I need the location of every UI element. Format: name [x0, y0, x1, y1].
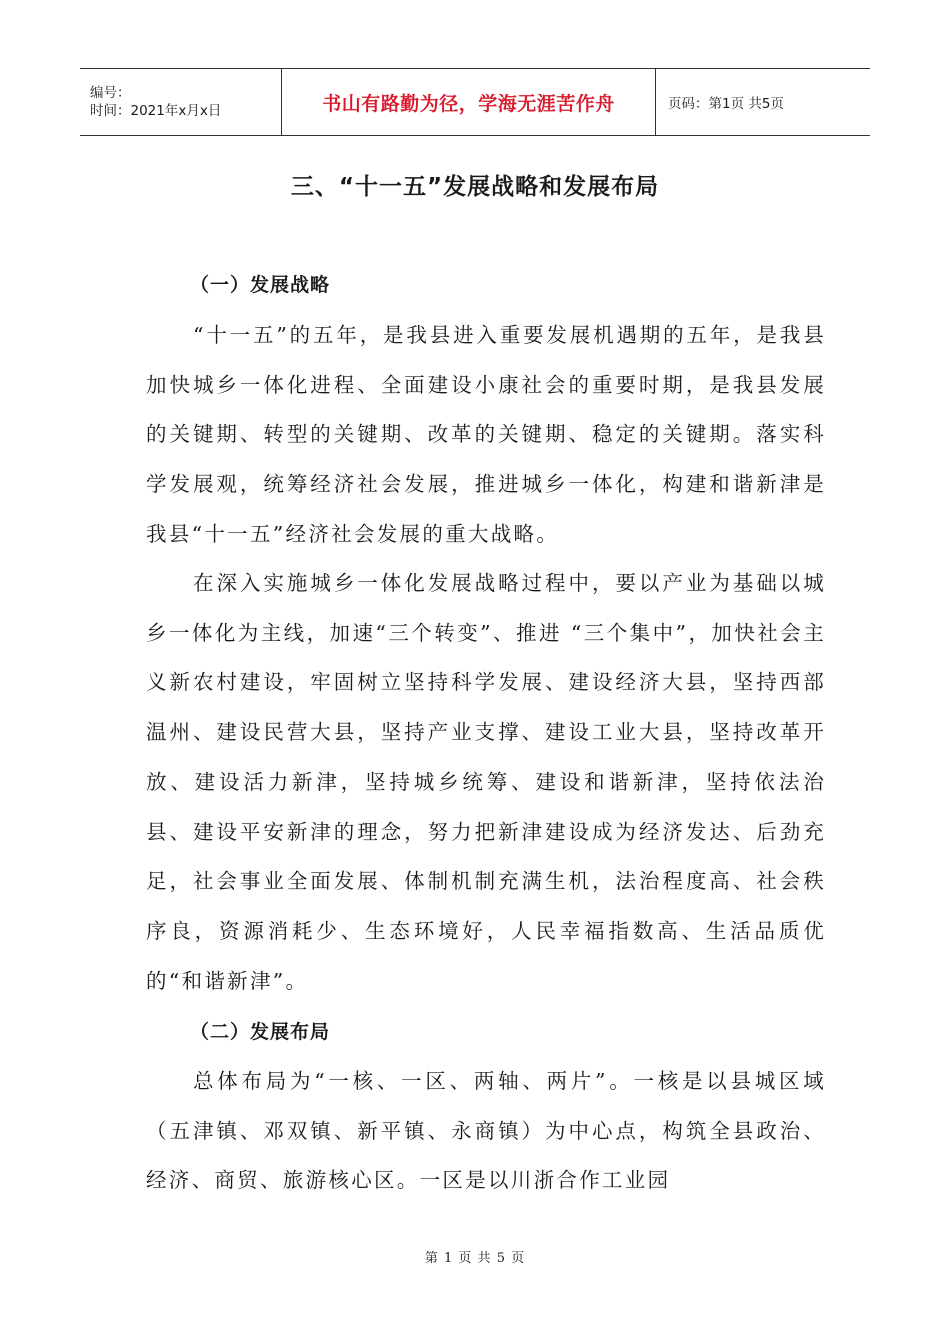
header-motto-cell	[282, 69, 656, 135]
paragraph-layout-overview: 总体布局为“一核、一区、两轴、两片”。一核是以县城区域（五津镇、邓双镇、新平镇、永商镇）为中心点，构筑全县政治、经济、商贸、旅游核心区。一区是以川浙合作工业园	[146, 1069, 826, 1193]
document-header-table	[80, 68, 870, 136]
page-title: 三、“十一五”发展战略和发展布局	[290, 174, 660, 200]
paragraph-strategy-intro: “十一五”的五年，是我县进入重要发展机遇期的五年，是我县加快城乡一体化进程、全面建设小康社会的重要时期，是我县发展的关键期、转型的关键期、改革的关键期、稳定的关键期。落实科学发展观，统筹经济社会发展，推进城乡一体化，构建和谐新津是我县“十一五”经济社会发展的重大战略。	[146, 323, 826, 546]
section-heading-strategy: （一）发展战略	[190, 274, 331, 296]
document-date-label: 时间：2021年x月x日	[90, 103, 222, 119]
section-heading-layout: （二）发展布局	[190, 1021, 331, 1043]
document-number-label: 编号：	[90, 85, 131, 101]
header-motto: 书山有路勤为径，学海无涯苦作舟	[322, 92, 615, 115]
header-meta-cell	[80, 69, 282, 135]
page-footer: 第 1 页 共 5 页	[424, 1251, 526, 1266]
paragraph-strategy-detail: 在深入实施城乡一体化发展战略过程中，要以产业为基础以城乡一体化为主线，加速“三个转变”、推进 “三个集中”，加快社会主义新农村建设，牢固树立坚持科学发展、建设经济大县，坚持西部温州、建设民营大县，坚持产业支撑、建设工业大县，坚持改革开放、建设活力新津，坚持城乡统筹、建设和谐新津，坚持依法治县、建设平安新津的理念，努力把新津建设成为经济发达、后劲充足，社会事业全面发展、体制机制充满生机，法治程度高、社会秩序良，资源消耗少、生态环境好，人民幸福指数高、生活品质优的“和谐新津”。	[146, 571, 826, 993]
header-page-cell	[656, 69, 870, 135]
header-page-code: 页码：第1页 共5页	[668, 96, 784, 112]
